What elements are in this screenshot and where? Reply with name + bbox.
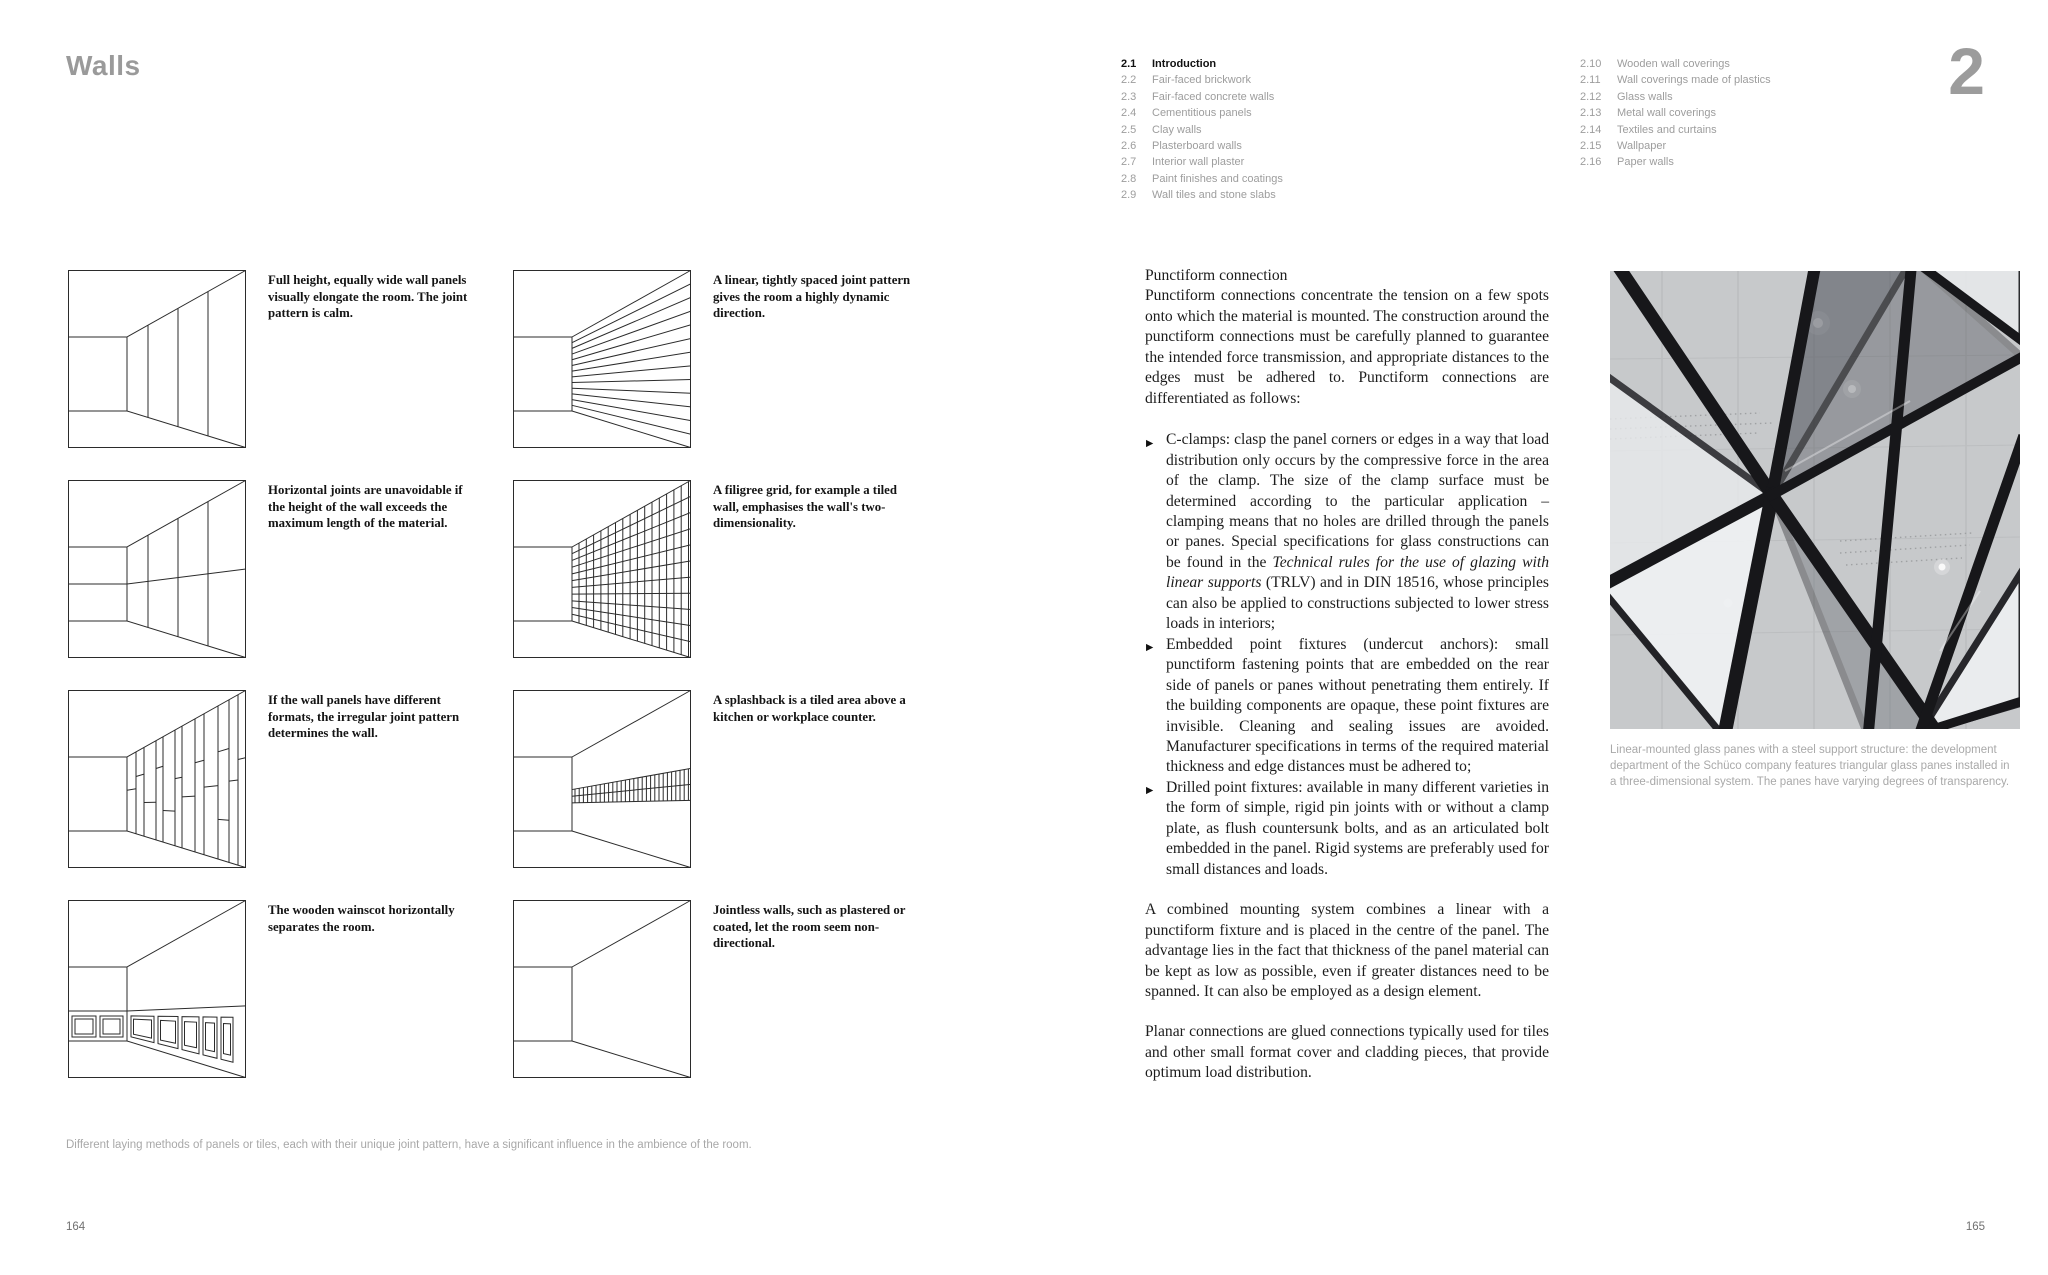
- bullet-triangle-icon: ▶: [1146, 437, 1154, 449]
- wall-joint-diagram-irregular: [68, 690, 246, 868]
- toc-item-number: 2.15: [1580, 140, 1602, 153]
- toc-item: [1121, 122, 1283, 138]
- bullet-text-segment: Drilled point fixtures: available in many different varieties in the form of simple, rigid pin joints with or without a clamp plate, as flush countersunk bolts, and as an articulated bolt embedded in the panel. Rigid systems are preferably used for small distances and loads.: [1166, 778, 1549, 878]
- toc-item-number: 2.12: [1580, 90, 1602, 103]
- toc-item-number: 2.3: [1121, 90, 1137, 103]
- toc-item: [1580, 122, 1771, 138]
- toc-item-label: Plasterboard walls: [1152, 140, 1242, 153]
- toc-item-number: 2.1: [1121, 58, 1137, 70]
- toc-item: [1121, 105, 1283, 121]
- toc-item: [1121, 56, 1283, 72]
- bullet-triangle-icon: ▶: [1146, 785, 1154, 797]
- page-title: Walls: [66, 50, 141, 81]
- figure-filigree-grid: [513, 480, 943, 660]
- toc-item-label: Fair-faced concrete walls: [1152, 90, 1275, 103]
- bullet-text-segment: C-clamps: clasp the panel corners or edges in a way that load distribution only occurs by the compressive force in the area of the clamp. The size of the clamp surface must be determined according to the particular application – clamping means that no holes are drilled through the panels or panes. Special specifications for glass constructions can be found in the: [1166, 431, 1549, 571]
- wall-joint-diagram-horizontal: [68, 480, 246, 658]
- toc-item: [1121, 171, 1283, 187]
- toc-item: [1121, 187, 1283, 203]
- toc-item-label: Cementitious panels: [1152, 107, 1252, 120]
- figure-caption: Horizontal joints are unavoidable if the height of the wall exceeds the maximum length of the material.: [268, 483, 463, 530]
- figure-caption: The wooden wainscot horizontally separates the room.: [268, 903, 455, 934]
- toc-item-label: Paper walls: [1617, 156, 1674, 169]
- article-intro: Punctiform connections concentrate the tension on a few spots onto which the material is mounted. The construction around the punctiform connections must be carefully planned to guarantee the intended force transmission, and appropriate distances to the edges must be adhered to. Punctiform connections are differentiated as follows:: [1145, 287, 1549, 407]
- toc-item: [1121, 138, 1283, 154]
- bullet-item: [1145, 635, 1549, 778]
- page-number-right: 165: [1965, 1221, 1985, 1233]
- toc-item-number: 2.13: [1580, 107, 1602, 120]
- toc-item-label: Introduction: [1152, 58, 1217, 70]
- figure-irregular-formats: [68, 690, 498, 870]
- toc-item-number: 2.14: [1580, 123, 1602, 136]
- page-number-left: 164: [66, 1221, 86, 1233]
- figure-caption: A linear, tightly spaced joint pattern gives the room a highly dynamic direction.: [713, 273, 911, 320]
- toc-item-number: 2.8: [1121, 172, 1137, 185]
- toc-column-left: [1121, 56, 1283, 204]
- toc-item-number: 2.6: [1121, 140, 1137, 153]
- toc-item-number: 2.2: [1121, 74, 1137, 87]
- toc-item-number: 2.16: [1580, 156, 1602, 169]
- glass-panes-illustration: [1610, 271, 2020, 729]
- figure-caption: If the wall panels have different formats, the irregular joint pattern determines the wall.: [268, 693, 460, 740]
- figure-horizontal-joints: [68, 480, 498, 660]
- toc-column-right: [1580, 56, 1771, 171]
- figure-linear-joints: [513, 270, 943, 450]
- toc-item-label: Wall coverings made of plastics: [1617, 74, 1771, 87]
- toc-item: [1580, 56, 1771, 72]
- toc-item-label: Wall tiles and stone slabs: [1152, 189, 1276, 202]
- toc-item: [1121, 72, 1283, 88]
- wall-joint-diagram-wainscot: [68, 900, 246, 1078]
- wall-joint-diagram-splashback: [513, 690, 691, 868]
- article-paragraph-combined: A combined mounting system combines a linear with a punctiform fixture and is placed in the centre of the panel. The advantage lies in the fact that thickness of the panel material can be kept as low as possible, even if greater distances need to be spanned. It can also be employed as a design element.: [1145, 901, 1549, 1000]
- figure-splashback: [513, 690, 943, 870]
- figure-equal-panels: [68, 270, 498, 450]
- toc-item: [1580, 105, 1771, 121]
- figure-caption: A splashback is a tiled area above a kitchen or workplace counter.: [713, 693, 906, 724]
- article-punctiform-connection: [1145, 266, 1549, 1084]
- toc-item-label: Glass walls: [1617, 90, 1673, 103]
- toc-item-label: Wallpaper: [1617, 140, 1667, 153]
- bullet-text-segment: Embedded point fixtures (undercut anchors): small punctiform fastening points that are embedded on the rear side of panels or panes without penetrating them entirely. If the building components are opaque, these point fixtures are invisible. Cleaning and sealing issues are avoided. Manufacturer specifications in terms of the required material thickness and edge distances must be adhered to;: [1166, 635, 1549, 776]
- chapter-number: 2: [1948, 34, 1985, 108]
- bullet-text-segment: (TRLV) and in DIN 18516, whose principles can also be applied to constructions subjected to lower stress loads in interiors;: [1166, 574, 1549, 633]
- toc-item-label: Metal wall coverings: [1617, 107, 1717, 120]
- toc-item-label: Fair-faced brickwork: [1152, 74, 1252, 87]
- bullet-list: [1145, 430, 1549, 880]
- wall-joint-diagram-linear: [513, 270, 691, 448]
- toc-item-label: Paint finishes and coatings: [1152, 172, 1283, 185]
- photo-caption: Linear-mounted glass panes with a steel support structure: the development department of the Schüco company features triangular glass panes installed in a three-dimensional system. The panes have varying degrees of transparency.: [1610, 744, 2010, 788]
- bullet-item: [1145, 778, 1549, 880]
- photo-glass-panes: [1610, 271, 2020, 729]
- figure-caption: A filigree grid, for example a tiled wall, emphasises the wall's two-dimensionality.: [713, 483, 897, 530]
- bullet-triangle-icon: ▶: [1146, 642, 1154, 654]
- toc-item: [1580, 89, 1771, 105]
- wall-joint-diagram-jointless: [513, 900, 691, 1078]
- toc-item-number: 2.10: [1580, 58, 1602, 70]
- figure-wainscot: [68, 900, 498, 1080]
- toc-item: [1121, 154, 1283, 170]
- toc-item: [1121, 89, 1283, 105]
- toc-item-number: 2.4: [1121, 107, 1137, 120]
- toc-item-label: Wooden wall coverings: [1617, 58, 1730, 70]
- toc-item-number: 2.11: [1580, 74, 1601, 87]
- toc-item: [1580, 72, 1771, 88]
- toc-item: [1580, 154, 1771, 170]
- bullet-text-segment: Technical rules for the use of glazing with linear supports: [1166, 553, 1549, 592]
- toc-item-label: Textiles and curtains: [1617, 123, 1717, 136]
- figure-caption: Full height, equally wide wall panels visually elongate the room. The joint pattern is calm.: [268, 273, 468, 320]
- toc-item-number: 2.7: [1121, 156, 1137, 169]
- wall-joint-diagram-equal-panels: [68, 270, 246, 448]
- toc-item-number: 2.5: [1121, 123, 1137, 136]
- toc-item-label: Clay walls: [1152, 123, 1202, 136]
- figures-group-caption: Different laying methods of panels or tiles, each with their unique joint pattern, have a significant influence in the ambience of the room.: [66, 1139, 752, 1151]
- toc-item-number: 2.9: [1121, 189, 1137, 202]
- bullet-item: [1145, 430, 1549, 635]
- toc-item-label: Interior wall plaster: [1152, 156, 1245, 169]
- wall-joint-diagram-grid: [513, 480, 691, 658]
- toc-item: [1580, 138, 1771, 154]
- article-heading: Punctiform connection: [1145, 267, 1288, 284]
- figure-jointless: [513, 900, 943, 1080]
- figure-caption: Jointless walls, such as plastered or coated, let the room seem non-directional.: [713, 903, 906, 950]
- article-paragraph-planar: Planar connections are glued connections typically used for tiles and other small format cover and cladding pieces, that provide optimum load distribution.: [1145, 1023, 1549, 1082]
